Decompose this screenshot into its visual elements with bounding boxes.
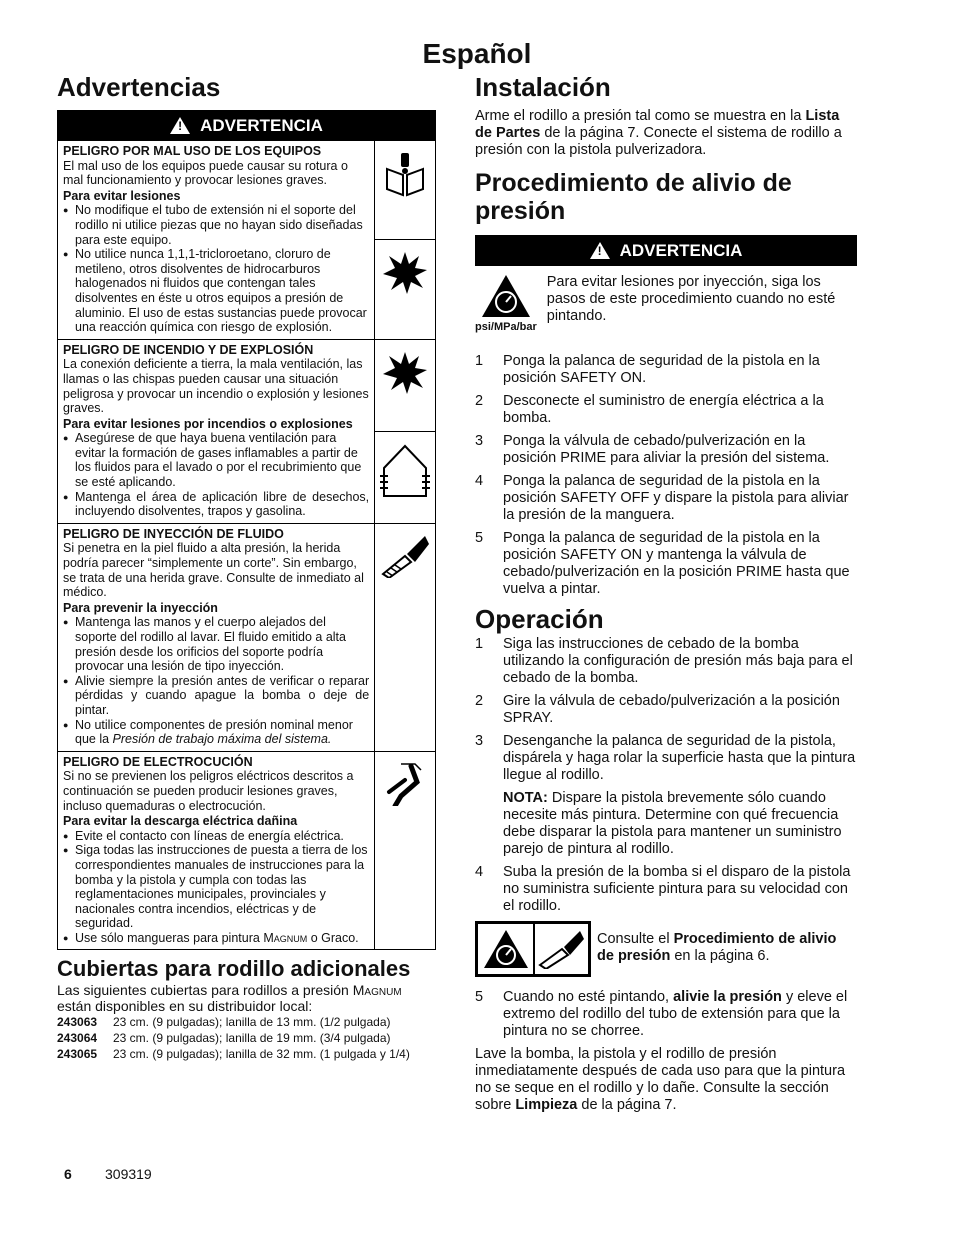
list-item: ● Asegúrese de que haya buena ventilación para evitar la formación de gases inflamables a partir de los fluidos para el lavado o por el recubrimiento que se esté aplicando.: [63, 431, 369, 489]
cover-desc: 23 cm. (9 pulgadas); lanilla de 19 mm. (3/4 pulgada): [113, 1031, 391, 1046]
cover-desc: 23 cm. (9 pulgadas); lanilla de 32 mm. (1 pulgada y 1/4): [113, 1047, 410, 1062]
warning-bar: [58, 111, 435, 140]
install-text: Arme el rodillo a presión tal como se muestra en la Lista de Partes de la página 7. Conecte el sistema de rodillo a presión con la pistola pulverizadora.: [475, 108, 842, 158]
list-item: 3 Ponga la válvula de cebado/pulverización en la posición PRIME para aliviar la presión del sistema.: [475, 433, 830, 466]
pressure-gauge-icon: [478, 924, 533, 974]
pressure-gauge-icon: [481, 274, 531, 318]
hazard-fire: [58, 339, 435, 523]
note: NOTA: Dispare la pistola brevemente sólo cuando necesite más pintura. Determine con qué frecuencia debe disparar la pistola para mantener un suministro parejo de pintura al rodillo.: [503, 790, 842, 857]
hazard-electrocution: [58, 751, 435, 950]
warning-triangle-icon: [170, 117, 190, 134]
warning-label: ADVERTENCIA: [200, 115, 323, 135]
list-item: ● Siga todas las instrucciones de puesta a tierra de los correspondientes manuales de instrucciones para la bomba y la pistola y cumpla con todas las reglamentaciones municipales, provinciales y nacionales contra incendios, eléctricas y de seguridad.: [63, 843, 369, 931]
list-item: 2 Gire la válvula de cebado/pulverización a la posición SPRAY.: [475, 693, 840, 726]
ventilation-house-icon: [375, 431, 435, 523]
cover-desc: 23 cm. (9 pulgadas); lanilla de 13 mm. (1/2 pulgada): [113, 1015, 391, 1030]
hazard-avoid: Para prevenir la inyección: [63, 600, 218, 615]
hazard-text: Si no se previenen los peligros eléctricos descritos a continuación se pueden producir lesiones graves, incluso quemaduras o electrocución.: [63, 769, 354, 813]
warnings-heading: Advertencias: [57, 72, 221, 102]
operation-steps-final: [475, 989, 857, 1040]
cover-row: [57, 1014, 436, 1030]
right-column: [475, 72, 857, 1114]
document-number: 309319: [105, 1166, 152, 1182]
hazard-text: El mal uso de los equipos puede causar su rotura o mal funcionamiento y provocar lesiones graves.: [63, 158, 348, 188]
hazard-title: PELIGRO POR MAL USO DE LOS EQUIPOS: [63, 144, 322, 158]
install-heading: Instalación: [475, 72, 611, 102]
injection-hand-icon: [375, 524, 435, 751]
manual-icon: [375, 141, 435, 239]
list-item: ● Mantenga el área de aplicación libre de desechos, incluyendo disolventes, trapos y gasolina.: [63, 490, 369, 519]
page-title: Español: [422, 38, 532, 69]
left-column: [57, 72, 436, 1062]
list-item: ● Mantenga las manos y el cuerpo alejados del soporte del rodillo al lavar. El fluido emitido a alta presión desde los orificios del soporte podría provocar una lesión de tipo inyección.: [63, 615, 369, 673]
list-item: 1 Siga las instrucciones de cebado de la bomba utilizando la configuración de presión más baja para el cebado de la bomba.: [475, 636, 853, 686]
warning-bar: [475, 235, 857, 266]
warning-triangle-icon: [590, 242, 610, 259]
hazard-title: PELIGRO DE INYECCIÓN DE FLUIDO: [63, 526, 284, 541]
cover-code: 243063: [57, 1015, 98, 1030]
list-item: ● No modifique el tubo de extensión ni el soporte del rodillo ni utilice piezas que no hayan sido diseñadas para este equipo.: [63, 203, 369, 247]
hazard-avoid: Para evitar la descarga eléctrica dañina: [63, 814, 298, 829]
relief-warning-text: Para evitar lesiones por inyección, siga los pasos de este procedimiento cuando no esté pintando.: [546, 274, 836, 324]
cover-row: [57, 1046, 436, 1062]
list-item: 4 Ponga la palanca de seguridad de la pistola en la posición SAFETY OFF y dispare la pistola para aliviar la presión de la manguera.: [475, 473, 849, 523]
list-item: ● Use sólo mangueras para pintura Magnum o Graco.: [63, 931, 369, 946]
relief-steps: [475, 353, 857, 598]
list-item: 1 Ponga la palanca de seguridad de la pistola en la posición SAFETY ON.: [475, 353, 820, 386]
list-item: 3 Desenganche la palanca de seguridad de la pistola, dispárela y haga rolar la superficie hasta que la pintura llegue al rodillo.: [475, 733, 856, 783]
operation-steps: [475, 636, 857, 784]
explosion-icon: [375, 340, 435, 431]
relief-heading: Procedimiento de alivio de presión: [475, 169, 792, 225]
page-number: 6: [64, 1166, 72, 1182]
hazard-title: PELIGRO DE INCENDIO Y DE EXPLOSIÓN: [63, 342, 314, 357]
list-item: 2 Desconecte el suministro de energía eléctrica a la bomba.: [475, 393, 824, 426]
list-item: ● Alivie siempre la presión antes de verificar o reparar pérdidas y cuando apague la bomba o deje de pintar.: [63, 674, 369, 718]
warning-box: [57, 110, 436, 950]
hazard-misuse: [58, 140, 435, 339]
hazard-text: La conexión deficiente a tierra, la mala ventilación, las llamas o las chispas pueden causar una situación peligrosa y provocar un incendio o explosión y lesiones graves.: [63, 357, 369, 416]
list-item: 5 Cuando no esté pintando, alivie la presión y eleve el extremo del rodillo del tubo de extensión para que la pintura no se chorree.: [475, 989, 848, 1039]
cover-code: 243064: [57, 1031, 98, 1046]
covers-intro: Las siguientes cubiertas para rodillos a presión Magnum están disponibles en su distribuidor local:: [57, 982, 402, 1015]
list-item: ● No utilice componentes de presión nominal menor que la Presión de trabajo máxima del sistema.: [63, 718, 369, 747]
list-item: ● Evite el contacto con líneas de energía eléctrica.: [63, 829, 369, 844]
hazard-avoid: Para evitar lesiones por incendios o explosiones: [63, 416, 353, 431]
operation-heading: Operación: [475, 604, 604, 634]
reference-row: [475, 921, 857, 977]
covers-heading: Cubiertas para rodillo adicionales: [57, 956, 411, 982]
reference-text: Consulte el Procedimiento de alivio de presión en la página 6.: [597, 931, 837, 964]
warning-label: ADVERTENCIA: [619, 240, 743, 260]
gauge-label: psi/MPa/bar: [475, 321, 537, 333]
list-item: 5 Ponga la palanca de seguridad de la pistola en la posición SAFETY ON y mantenga la válvula de cebado/pulverización en la posición PRIME hasta que vuelva a pintar.: [475, 530, 850, 597]
operation-steps-cont: [475, 864, 857, 915]
injection-hand-icon: [533, 924, 588, 974]
covers-section: [57, 956, 436, 1062]
hazard-text: Si penetra en la piel fluido a alta presión, la herida podría parecer “simplemente un corte”. Sin embargo, se trata de una herida grave. Consulte de inmediato al médico.: [63, 541, 364, 600]
explosion-icon: [375, 239, 435, 338]
hazard-avoid: Para evitar lesiones: [63, 188, 181, 203]
relief-warning: [475, 274, 857, 333]
final-paragraph: Lave la bomba, la pistola y el rodillo de presión inmediatamente después de cada uso para que la pintura no se seque en el rodillo y lo dañe. Consulte la sección sobre Limpieza de la página 7.: [475, 1046, 846, 1113]
cover-row: [57, 1030, 436, 1046]
list-item: 4 Suba la presión de la bomba si el disparo de la pistola no suministra suficiente pintura para su velocidad con el rodillo.: [475, 864, 851, 914]
reference-icons: [475, 921, 591, 977]
list-item: ● No utilice nunca 1,1,1-tricloroetano, cloruro de metileno, otros disolventes de hidrocarburos halogenados ni fluidos que contengan tales disolventes en éste u otros equipos a presión de aluminio. El uso de estas sustancias puede provocar una reacción química con riesgo de explosión.: [63, 247, 369, 335]
hazard-title: PELIGRO DE ELECTROCUCIÓN: [63, 754, 253, 769]
electrocution-icon: [375, 752, 435, 950]
hazard-injection: [58, 523, 435, 751]
cover-code: 243065: [57, 1047, 98, 1062]
